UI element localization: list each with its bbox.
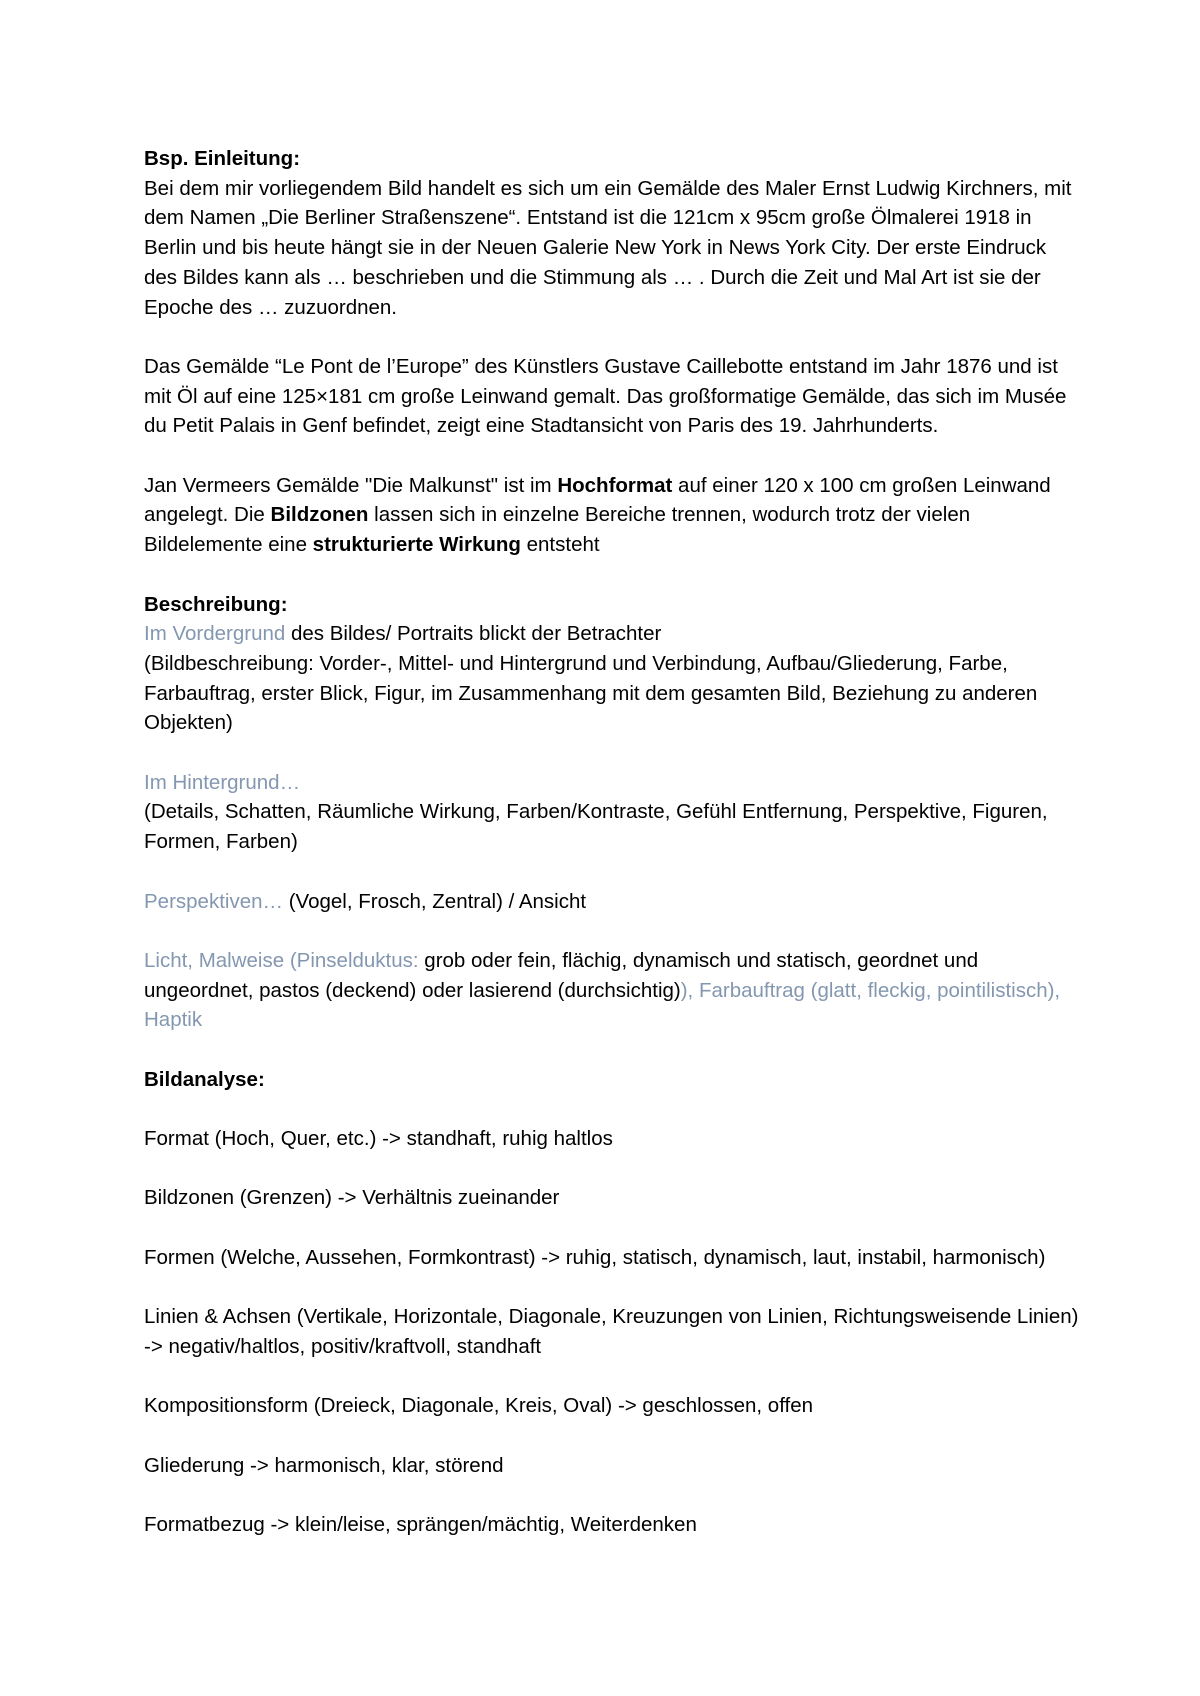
p3-text-4: entsteht (520, 533, 600, 557)
licht-label: Licht, Malweise (Pinselduktus: (144, 948, 425, 972)
bildanalyse-item: Formatbezug -> klein/leise, sprängen/mächtig, Weiterdenken (144, 1513, 697, 1537)
perspektiven-text: (Vogel, Frosch, Zentral) / Ansicht (283, 889, 587, 913)
einleitung-paragraph-3 (144, 471, 1084, 560)
einleitung-paragraph-1: Bei dem mir vorliegendem Bild handelt es sich um ein Gemälde des Maler Ernst Ludwig Kirchners, mit dem Namen „Die Berliner Straßenszene“. Entstand ist die 121cm x 95cm große Ölmalerei 1918 in Berlin und bis heute hängt sie in der Neuen Galerie New York in News York City. Der erste Eindruck des Bildes kann als … beschrieben und die Stimmung als … . Durch die Zeit und Mal Art ist sie der Epoche des … zuzuordnen. (144, 176, 1072, 319)
hintergrund-paragraph (144, 768, 1084, 857)
perspektiven-paragraph (144, 887, 1084, 917)
bildanalyse-item: Gliederung -> harmonisch, klar, störend (144, 1453, 504, 1477)
p3-text-1: Jan Vermeers Gemälde "Die Malkunst" ist im (144, 473, 558, 497)
vordergrund-paragraph (144, 619, 1084, 738)
licht-text: grob oder fein, flächig, dynamisch und statisch, geordnet und ungeordnet, pastos (deckend) oder lasierend (durchsichtig) (144, 948, 979, 1002)
bildanalyse-item: Formen (Welche, Aussehen, Formkontrast) -> ruhig, statisch, dynamisch, laut, instabil, harmonisch) (144, 1245, 1046, 1269)
hintergrund-label: Im Hintergrund… (144, 770, 301, 794)
bildanalyse-item: Kompositionsform (Dreieck, Diagonale, Kreis, Oval) -> geschlossen, offen (144, 1394, 814, 1418)
bildanalyse-item: Linien & Achsen (Vertikale, Horizontale, Diagonale, Kreuzungen von Linien, Richtungsweisende Linien) -> negativ/haltlos, positiv/kraftvoll, standhaft (144, 1305, 1079, 1358)
p3-bold-wirkung: strukturierte Wirkung (312, 533, 521, 557)
p3-text-3: lassen sich in einzelne Bereiche trennen, wodurch trotz der vielen Bildelemente eine (144, 503, 971, 557)
vordergrund-label: Im Vordergrund (144, 622, 286, 646)
vordergrund-detail: (Bildbeschreibung: Vorder-, Mittel- und Hintergrund und Verbindung, Aufbau/Gliederung, Farbe, Farbauftrag, erster Blick, Figur, im Zusammenhang mit dem gesamten Bild, Beziehung zu anderen Objekten) (144, 651, 1038, 735)
hintergrund-detail: (Details, Schatten, Räumliche Wirkung, Farben/Kontraste, Gefühl Entfernung, Perspektive, Figuren, Formen, Farben) (144, 800, 1048, 854)
document-body (144, 144, 1084, 1570)
bildanalyse-item: Bildzonen (Grenzen) -> Verhältnis zueinander (144, 1186, 560, 1210)
p3-bold-hochformat: Hochformat (557, 473, 673, 497)
perspektiven-label: Perspektiven… (144, 889, 284, 913)
bildanalyse-item: Format (Hoch, Quer, etc.) -> standhaft, ruhig haltlos (144, 1127, 613, 1151)
p3-bold-bildzonen: Bildzonen (270, 503, 369, 527)
licht-paragraph (144, 946, 1084, 1035)
bildanalyse-heading: Bildanalyse: (144, 1067, 265, 1091)
einleitung-heading: Bsp. Einleitung: (144, 147, 301, 170)
p3-text-2: auf einer 120 x 100 cm großen Leinwand angelegt. Die (144, 473, 1051, 527)
beschreibung-heading: Beschreibung: (144, 592, 288, 616)
farbauftrag-label: ), Farbauftrag (glatt, fleckig, pointilistisch), Haptik (144, 978, 1061, 1032)
einleitung-paragraph-2: Das Gemälde “Le Pont de l’Europe” des Künstlers Gustave Caillebotte entstand im Jahr 1876 und ist mit Öl auf eine 125×181 cm große Leinwand gemalt. Das großformatige Gemälde, das sich im Musée du Petit Palais in Genf befindet, zeigt eine Stadtansicht von Paris des 19. Jahrhunderts. (144, 354, 1067, 438)
vordergrund-text: des Bildes/ Portraits blickt der Betrachter (285, 622, 662, 646)
